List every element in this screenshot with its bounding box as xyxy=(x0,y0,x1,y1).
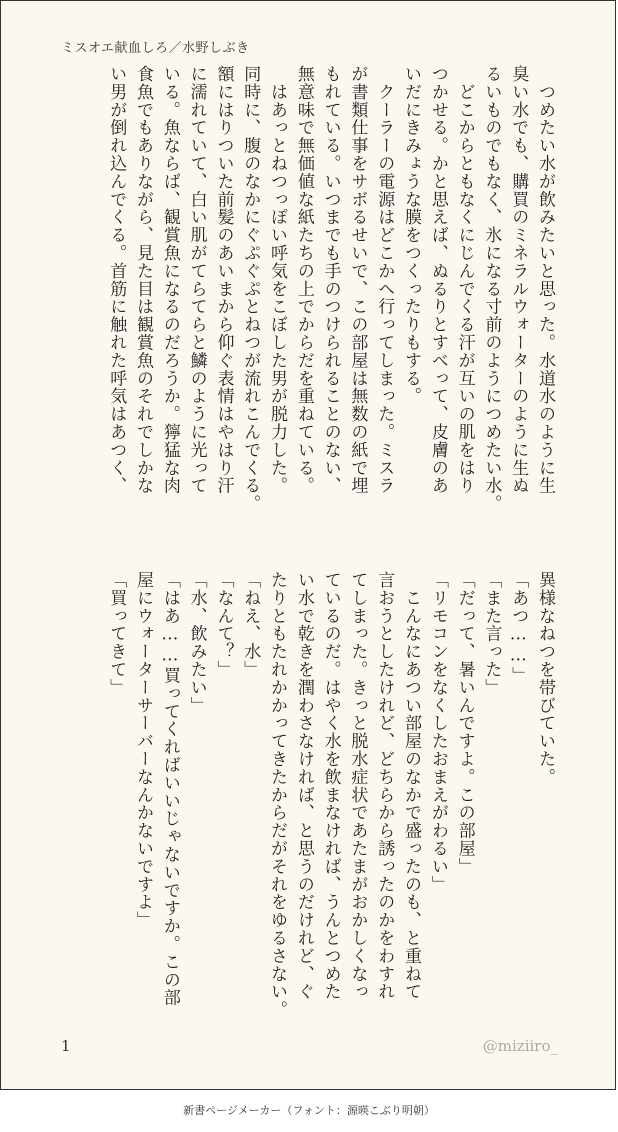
text-line: い水で乾きを潤わさなければ、と思うのだけれど、ぐ xyxy=(293,571,314,1001)
text-block-bottom xyxy=(102,571,558,1041)
text-line: 「リモコンをなくしたおまえがわるい」 xyxy=(427,571,448,894)
text-line: 無意味で無価値な紙たちの上でからだを重ねている。 xyxy=(293,65,314,495)
text-line: 「なんて？」 xyxy=(213,571,234,679)
text-line: 「買ってきて」 xyxy=(106,571,127,697)
text-line: 額にはりついた前髪のあいまから仰ぐ表情はやはり汗 xyxy=(213,65,234,495)
text-line: 「ねえ、水」 xyxy=(240,571,261,679)
text-line: 「だって、暑いんですよ。この部屋」 xyxy=(454,571,475,876)
text-line: どこからともなくにじんでくる汗が互いの肌をはり xyxy=(454,65,475,495)
text-line: 屋にウォーターサーバーなんかないですよ」 xyxy=(133,571,154,929)
text-line: 「あつ……」 xyxy=(508,571,529,685)
page-number: 1 xyxy=(61,1037,71,1055)
text-line: 食魚でもありながら、見た目は観賞魚のそれでしかな xyxy=(133,65,154,495)
text-line: 「また言った」 xyxy=(481,571,502,697)
text-line: クーラーの電源はどこかへ行ってしまった。ミスラ xyxy=(374,65,395,495)
text-line: 「はあ……買ってくればいいじゃないですか。この部 xyxy=(159,571,180,1007)
text-line: つかせる。かと思えば、ぬるりとすべって、皮膚のあ xyxy=(427,65,448,495)
text-line: 「水、飲みたい」 xyxy=(186,571,207,715)
text-line: つめたい水が飲みたいと思った。水道水のように生 xyxy=(535,65,555,495)
text-line: に濡れていて、白い肌がてらてらと鱗のように光って xyxy=(186,65,207,495)
text-line: いる。魚ならば、観賞魚になるのだろうか。獰猛な肉 xyxy=(159,65,180,495)
text-line: たりともたれかかってきたからだがそれをゆるさない。 xyxy=(267,571,288,1019)
text-line: 臭い水でも、購買のミネラルウォーターのように生ぬ xyxy=(508,65,529,495)
page-header-title: ミスオエ献血しろ／水野しぶき xyxy=(61,41,250,56)
text-line: てしまった。きっと脱水症状であたまがおかしくなっ xyxy=(347,571,368,1001)
text-line: るいものでもなく、氷になる寸前のようにつめたい水。 xyxy=(481,65,502,513)
text-line: 言おうとしたけれど、どちらから誘ったのかをわすれ xyxy=(374,571,395,1001)
text-line: い男が倒れ込んでくる。首筋に触れた呼気はあつく、 xyxy=(106,65,127,495)
text-line: が書類仕事をサボるせいで、この部屋は無数の紙で埋 xyxy=(347,65,368,495)
text-line: はあっとねつっぽい呼気をこぼした男が脱力した。 xyxy=(267,65,288,495)
text-block-top xyxy=(102,65,558,535)
text-line: ているのだ。はやく水を飲まなければ、うんとつめた xyxy=(320,571,341,1001)
text-line: 異様なねつを帯びていた。 xyxy=(535,571,555,786)
text-line: いだにきみょうな膜をつくったりもする。 xyxy=(401,65,422,406)
author-handle: @miziiro_ xyxy=(482,1037,558,1055)
text-line: 同時に、腹のなかにぐぷぐぷとねつが流れこんでくる。 xyxy=(240,65,261,513)
text-line: もれている。いつまでも手のつけられることのない、 xyxy=(320,65,341,495)
generator-credit: 新書ページメーカー（フォント：源暎こぶり明朝） xyxy=(183,1104,435,1117)
text-line: こんなにあつい部屋のなかで盛ったのも、と重ねて xyxy=(401,571,422,1001)
